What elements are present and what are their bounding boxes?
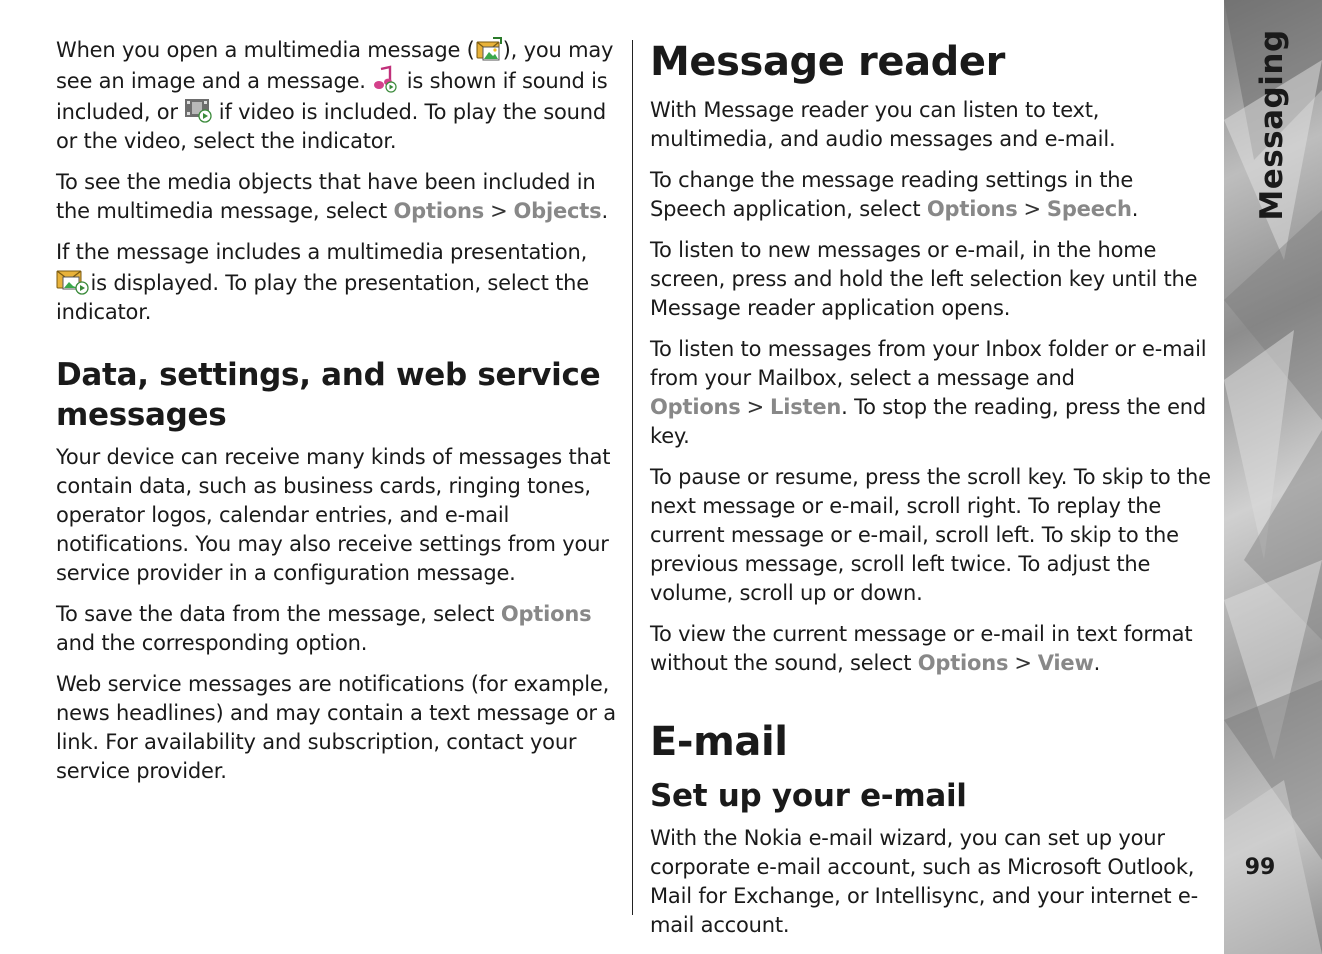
section-label: Messaging <box>1254 29 1290 221</box>
menu-options: Options <box>917 651 1009 675</box>
paragraph-email-wizard: With the Nokia e-mail wizard, you can set up your corporate e-mail account, such as Microsoft Outlook, Mail for Exchange, or Intellisync, and your internet e-mail account. <box>650 826 1199 937</box>
menu-separator: > <box>1023 197 1041 221</box>
paragraph-listen-inbox: To listen to messages from your Inbox folder or e-mail from your Mailbox, select a message and Options > Listen. To stop the reading, press the end key. <box>650 337 1207 448</box>
paragraph-view-text: To view the current message or e-mail in text format without the sound, select Options > View. <box>650 622 1193 675</box>
paragraph-data-messages: Your device can receive many kinds of messages that contain data, such as business cards, ringing tones, operator logos, calendar entries, and e-mail notifications. You may also receive settings from your service provider in a configuration message. <box>56 445 611 585</box>
menu-separator: > <box>490 199 508 223</box>
menu-options: Options <box>926 197 1018 221</box>
menu-separator: > <box>1014 651 1032 675</box>
column-divider <box>632 40 633 915</box>
paragraph-reading-settings: To change the message reading settings in the Speech application, select Options > Speech. <box>650 168 1139 221</box>
left-column <box>56 36 618 798</box>
right-column <box>650 36 1212 952</box>
presentation-message-icon[interactable] <box>56 267 84 293</box>
menu-options: Options <box>650 395 741 419</box>
paragraph-listen-new: To listen to new messages or e-mail, in the home screen, press and hold the left selection key until the Message reader application opens. <box>650 238 1198 320</box>
menu-listen: Listen <box>770 395 842 419</box>
paragraph-media-objects: To see the media objects that have been included in the multimedia message, select Options > Objects. <box>56 170 608 223</box>
video-clip-icon[interactable] <box>184 96 212 122</box>
paragraph-reader-intro: With Message reader you can listen to text, multimedia, and audio messages and e-mail. <box>650 98 1116 151</box>
heading-setup-email: Set up your e-mail <box>650 778 967 814</box>
menu-options: Options <box>393 199 485 223</box>
heading-email: E-mail <box>650 719 788 765</box>
menu-speech: Speech <box>1046 197 1132 221</box>
menu-objects: Objects <box>513 199 602 223</box>
menu-separator: > <box>746 395 765 419</box>
paragraph-save-data: To save the data from the message, select Options and the corresponding option. <box>56 602 592 655</box>
heading-data-settings: Data, settings, and web service messages <box>56 357 601 433</box>
sound-note-icon[interactable] <box>372 65 400 91</box>
page-number: 99 <box>1244 855 1276 880</box>
paragraph-presentation: If the message includes a multimedia presentation, is displayed. To play the presentation, select the indicator. <box>56 240 589 324</box>
menu-view: View <box>1037 651 1094 675</box>
paragraph-multimedia-message: When you open a multimedia message ( ), you may see an image and a message. is shown if sound is included, or if video is included. To play the sound or the video, select the indicator. <box>56 38 614 153</box>
paragraph-web-service: Web service messages are notifications (for example, news headlines) and may contain a text message or a link. For availability and subscription, contact your service provider. <box>56 672 616 783</box>
heading-message-reader: Message reader <box>650 39 1005 85</box>
multimedia-message-icon[interactable] <box>475 36 503 62</box>
section-side-tab <box>1224 0 1322 954</box>
paragraph-pause-resume: To pause or resume, press the scroll key. To skip to the next message or e-mail, scroll right. To replay the current message or e-mail, scroll left. To skip to the previous message, scroll left twice. To adjust the volume, scroll up or down. <box>650 465 1211 605</box>
menu-options: Options <box>500 602 592 626</box>
